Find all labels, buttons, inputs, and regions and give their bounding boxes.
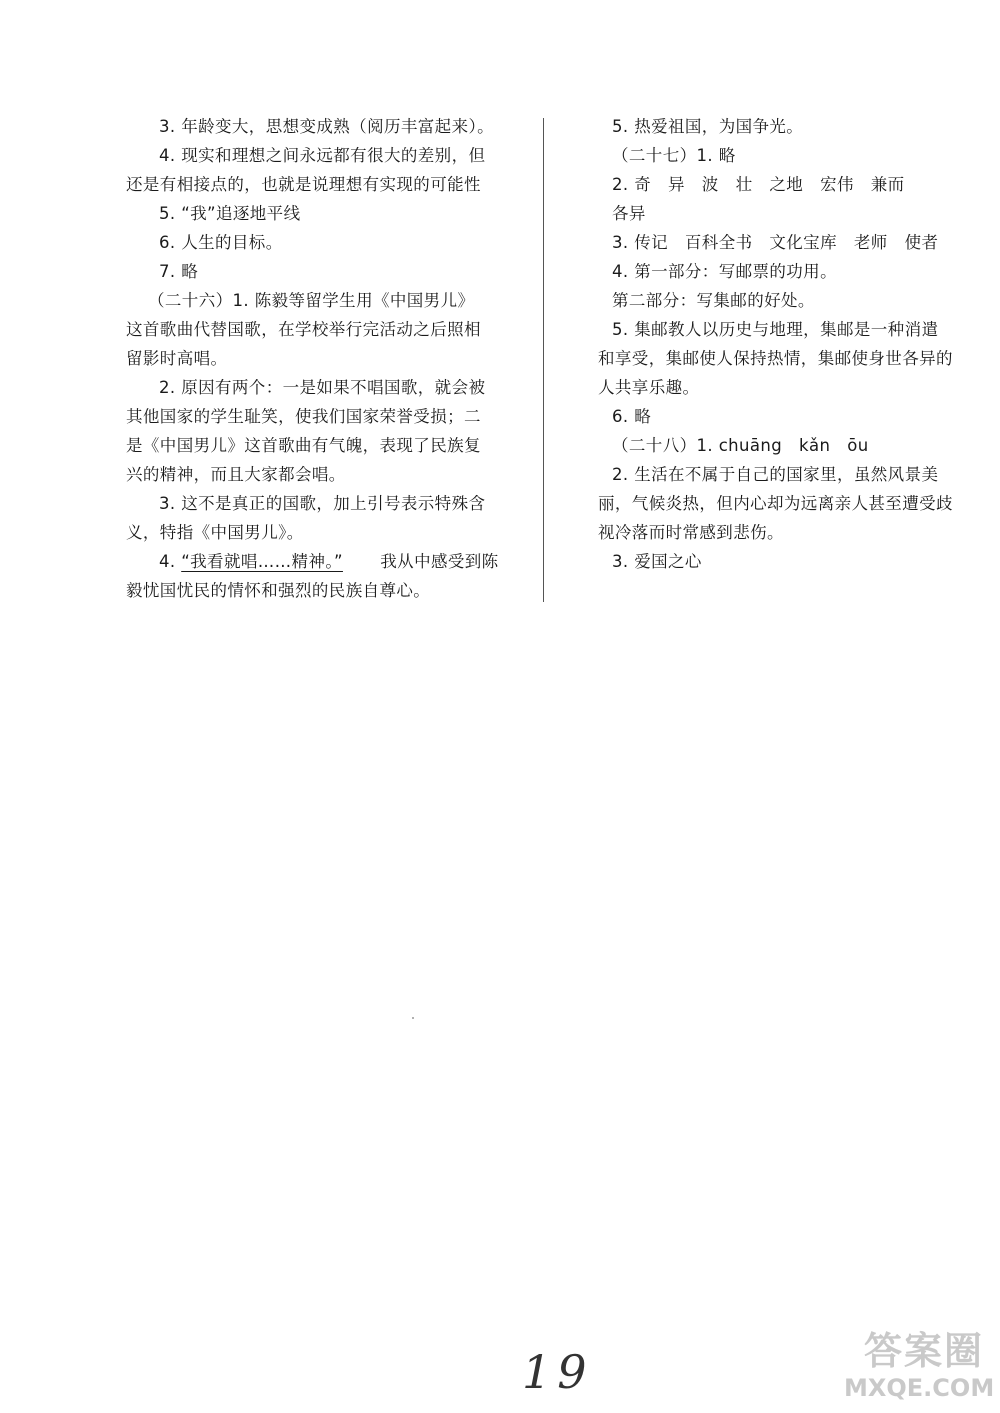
section-heading-27: （二十七）1. 略 <box>612 146 736 165</box>
right-column <box>598 112 964 576</box>
answer-line: 2. 奇 异 波 壮 之地 宏伟 兼而 <box>612 175 905 194</box>
answer-line: 6. 人生的目标。 <box>159 233 283 252</box>
page-number: 19 <box>522 1345 593 1399</box>
watermark-logo <box>840 1318 1000 1410</box>
answer-line: 义，特指《中国男儿》。 <box>126 523 304 542</box>
item-number: 4. <box>159 552 176 571</box>
answer-line: 5. 热爱祖国，为国争光。 <box>612 117 804 136</box>
answer-line: 3. 这不是真正的国歌，加上引号表示特殊含 <box>159 494 486 513</box>
underlined-quote: “我看就唱……精神。” <box>181 552 343 571</box>
answer-line: 第二部分：写集邮的好处。 <box>612 291 815 310</box>
answer-line: 和享受，集邮使人保持热情，集邮使身世各异的 <box>598 349 953 368</box>
answer-line: 其他国家的学生耻笑，使我们国家荣誉受损；二 <box>126 407 481 426</box>
speck <box>412 1017 414 1019</box>
left-column <box>126 112 518 605</box>
answer-line: 2. 生活在不属于自己的国家里，虽然风景美 <box>612 465 939 484</box>
answer-line: 4. 现实和理想之间永远都有很大的差别，但 <box>159 146 486 165</box>
answer-line: 4. 第一部分：写邮票的功用。 <box>612 262 837 281</box>
section-heading-26: （二十六）1. 陈毅等留学生用《中国男儿》 <box>148 291 475 310</box>
quote-followup: 我从中感受到陈 <box>380 552 499 571</box>
column-divider <box>543 118 544 602</box>
answer-line: 视冷落而时常感到悲伤。 <box>598 523 784 542</box>
answer-line: 3. 年龄变大，思想变成熟（阅历丰富起来）。 <box>159 117 495 136</box>
section-heading-28: （二十八）1. chuāng kǎn ōu <box>612 436 869 455</box>
answer-line-quote <box>126 547 518 576</box>
answer-line: 各异 <box>612 204 646 223</box>
answer-line: 2. 原因有两个：一是如果不唱国歌，就会被 <box>159 378 486 397</box>
answer-line: 毅忧国忧民的情怀和强烈的民族自尊心。 <box>126 581 431 600</box>
answer-line: 这首歌曲代替国歌，在学校举行完活动之后照相 <box>126 320 481 339</box>
answer-line: 3. 传记 百科全书 文化宝库 老师 使者 <box>612 233 939 252</box>
watermark-url: MXQE.COM <box>844 1374 995 1402</box>
answer-line: 5. “我”追逐地平线 <box>159 204 301 223</box>
answer-line: 7. 略 <box>159 262 199 281</box>
answer-line: 丽，气候炎热，但内心却为远离亲人甚至遭受歧 <box>598 494 953 513</box>
answer-line: 3. 爱国之心 <box>612 552 702 571</box>
answer-line: 留影时高唱。 <box>126 349 228 368</box>
answer-line: 还是有相接点的，也就是说理想有实现的可能性 <box>126 175 481 194</box>
watermark-title: 答案圈 <box>864 1329 985 1373</box>
answer-line: 兴的精神，而且大家都会唱。 <box>126 465 346 484</box>
answer-line: 人共享乐趣。 <box>598 378 700 397</box>
answer-line: 是《中国男儿》这首歌曲有气魄，表现了民族复 <box>126 436 481 455</box>
answer-line: 5. 集邮教人以历史与地理，集邮是一种消遣 <box>612 320 939 339</box>
answer-line: 6. 略 <box>612 407 652 426</box>
